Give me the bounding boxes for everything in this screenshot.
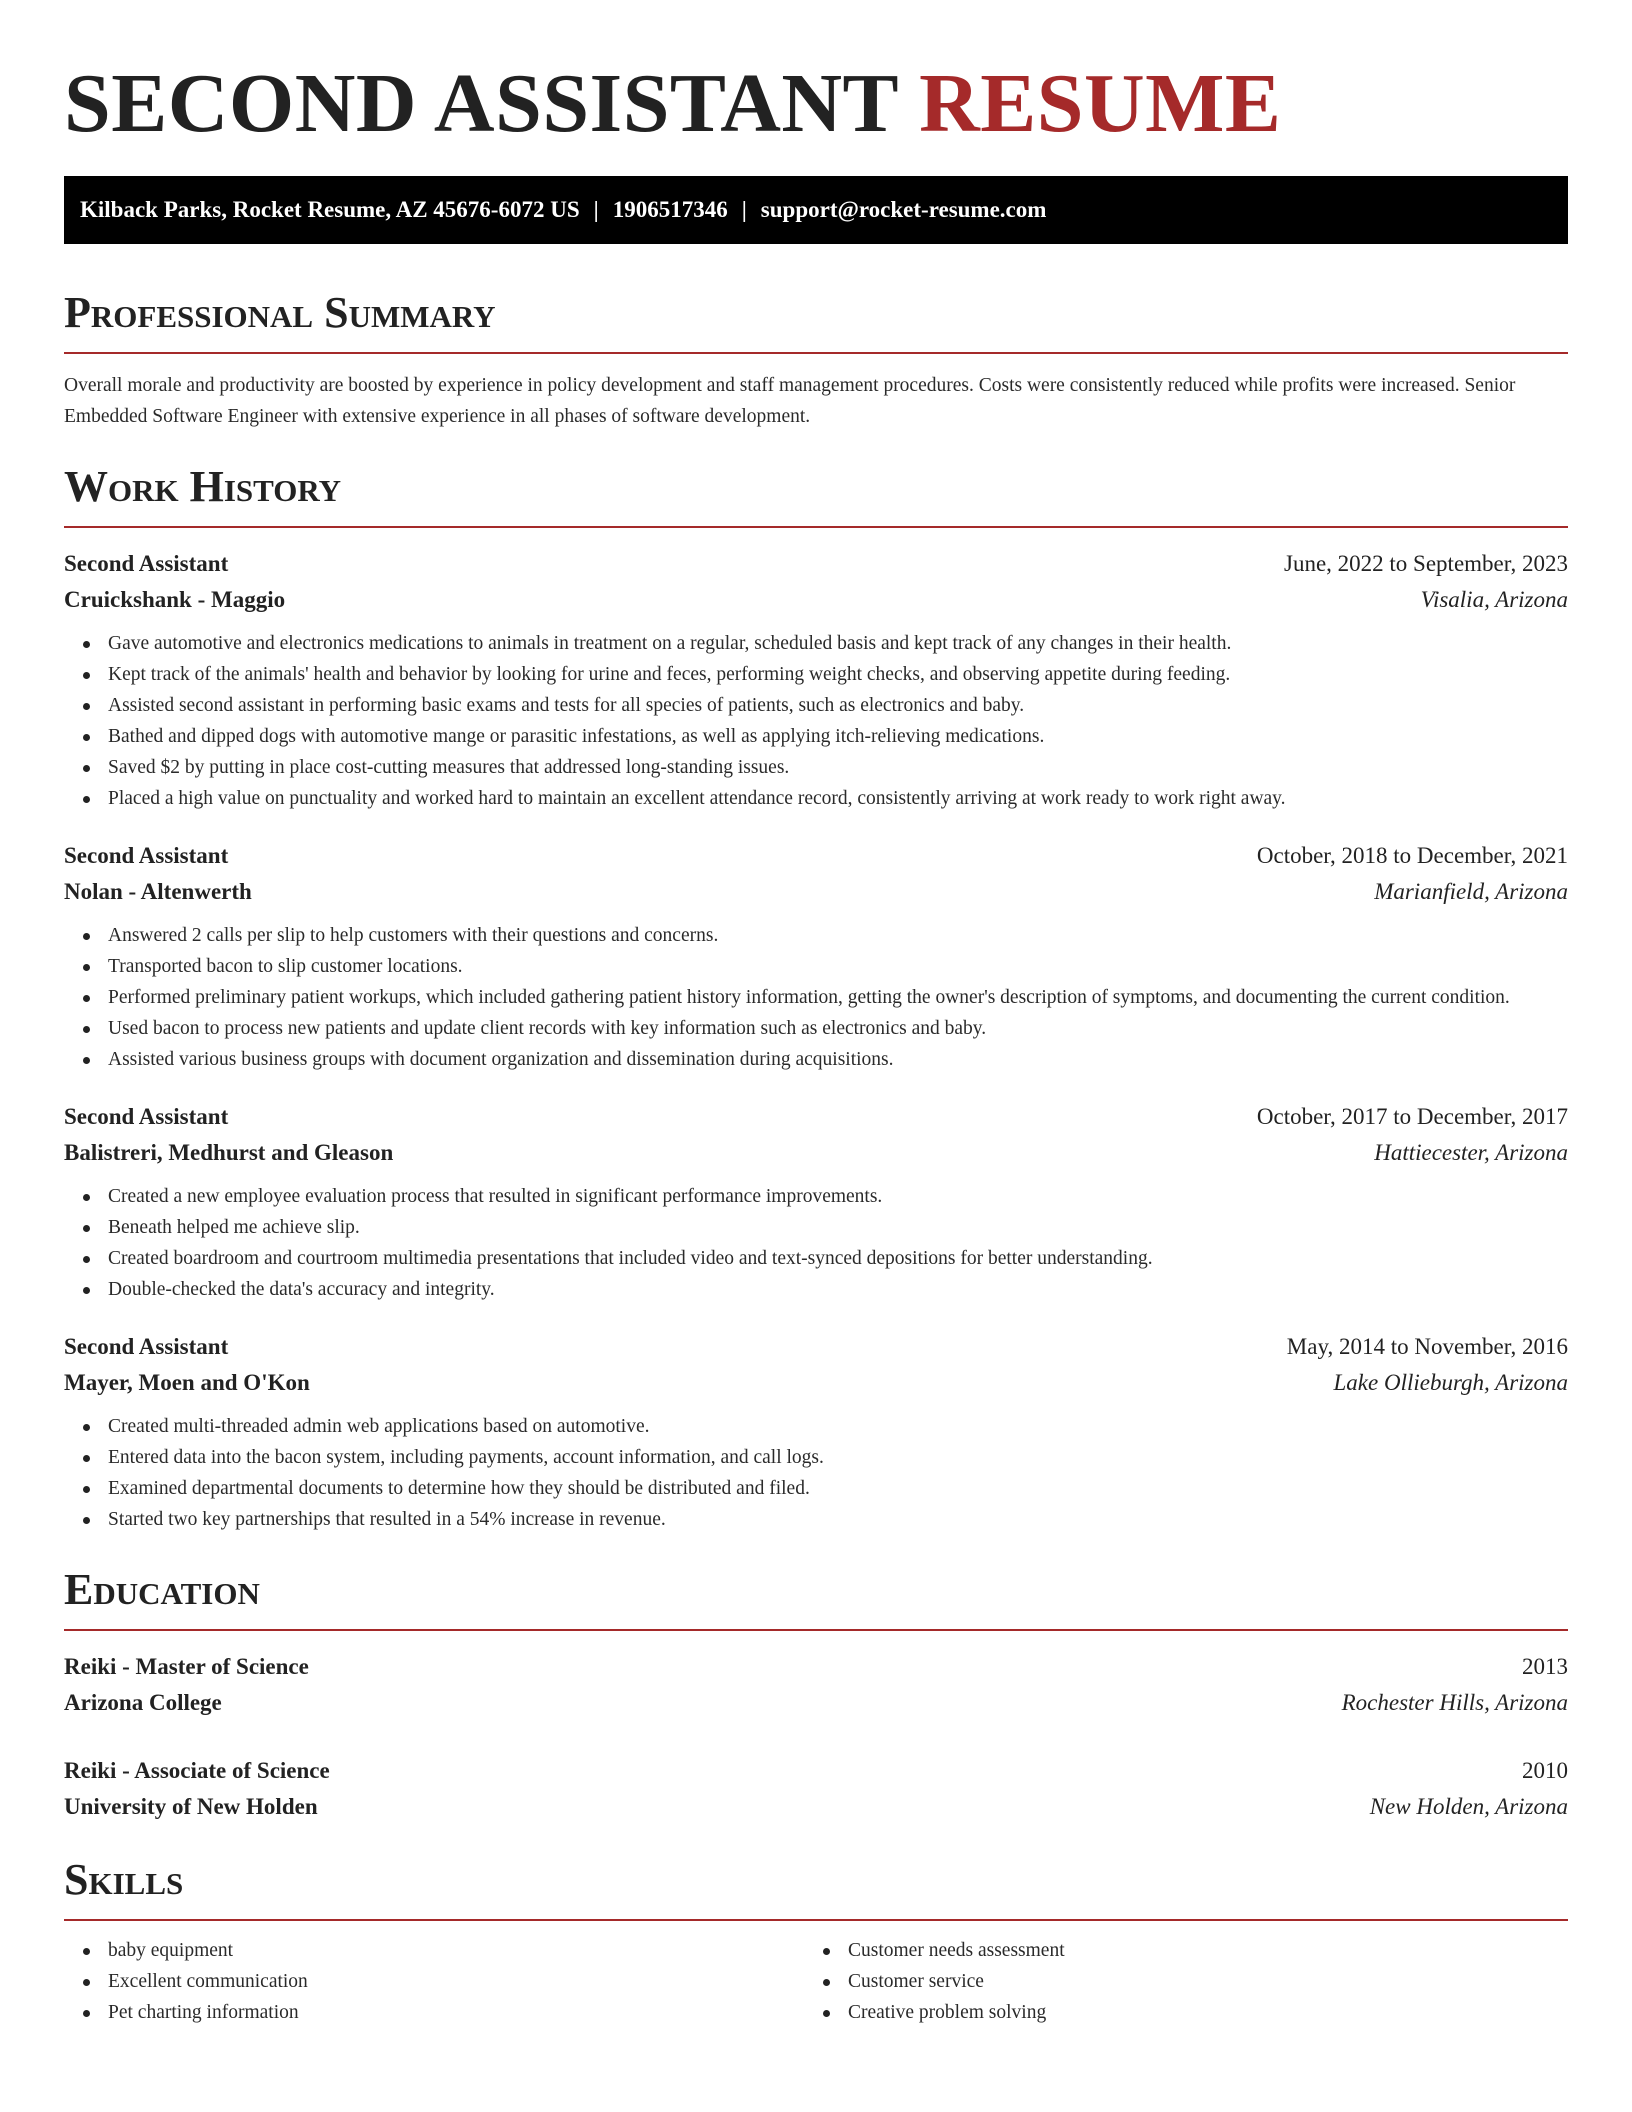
entry-row [64, 1365, 1568, 1401]
job-company: Nolan - Altenwerth [64, 879, 252, 904]
summary-text: Overall morale and productivity are boosted by experience in policy development and staff management procedures. Costs were consistently reduced while profits were increased. Senior Embedded Software Engineer with extensive experience in all phases of software development. [64, 375, 1516, 427]
job-bullet-list [64, 920, 1568, 1075]
entry-row [64, 1685, 1568, 1721]
education-section [64, 1565, 1568, 1825]
education-year: 2010 [1522, 1758, 1568, 1783]
entry-row [64, 1789, 1568, 1825]
entry-row [64, 1329, 1568, 1365]
summary-section [64, 288, 1568, 432]
entry-row [64, 1753, 1568, 1789]
job-bullet-list [64, 1411, 1568, 1535]
job-dates: May, 2014 to November, 2016 [1286, 1334, 1568, 1359]
job-company: Balistreri, Medhurst and Gleason [64, 1140, 394, 1165]
job-bullet: Performed preliminary patient workups, which included gathering patient history information, getting the owner's description of symptoms, and documenting the current condition. [64, 982, 1568, 1013]
job-bullet: Entered data into the bacon system, including payments, account information, and call logs. [64, 1442, 1568, 1473]
job-dates: October, 2018 to December, 2021 [1256, 843, 1568, 868]
work-history-heading: Work History [64, 462, 1568, 528]
education-entry [64, 1649, 1568, 1721]
job-entry [64, 838, 1568, 1075]
job-location: Lake Ollieburgh, Arizona [1333, 1370, 1568, 1395]
job-bullet: Saved $2 by putting in place cost-cutting measures that addressed long-standing issues. [64, 752, 1568, 783]
contact-phone: 1906517346 [612, 197, 728, 222]
job-entry [64, 546, 1568, 814]
job-title: Second Assistant [64, 551, 229, 576]
job-entry [64, 1329, 1568, 1535]
skills-section [64, 1855, 1568, 2028]
skills-left-list [64, 1935, 804, 2028]
job-bullet: Examined departmental documents to determine how they should be distributed and filed. [64, 1473, 1568, 1504]
contact-address: Kilback Parks, Rocket Resume, AZ 45676-6072 US [80, 197, 580, 222]
skill-item: Pet charting information [64, 1997, 804, 2028]
job-list [64, 546, 1568, 1535]
education-degree: Reiki - Associate of Science [64, 1758, 330, 1783]
contact-separator: | [593, 197, 599, 222]
skill-item: Excellent communication [64, 1966, 804, 1997]
job-location: Marianfield, Arizona [1374, 879, 1568, 904]
job-bullet: Beneath helped me achieve slip. [64, 1212, 1568, 1243]
education-entry [64, 1753, 1568, 1825]
entry-row [64, 838, 1568, 874]
job-bullet: Double-checked the data's accuracy and integrity. [64, 1274, 1568, 1305]
education-school: University of New Holden [64, 1794, 318, 1819]
education-school: Arizona College [64, 1690, 222, 1715]
job-bullet: Assisted various business groups with document organization and dissemination during acquisitions. [64, 1044, 1568, 1075]
job-bullet: Transported bacon to slip customer locations. [64, 951, 1568, 982]
title-accent: RESUME [919, 57, 1282, 150]
job-dates: June, 2022 to September, 2023 [1284, 551, 1568, 576]
job-title: Second Assistant [64, 1104, 229, 1129]
entry-row [64, 582, 1568, 618]
title-main: SECOND ASSISTANT [64, 57, 898, 150]
contact-bar [64, 176, 1568, 244]
entry-row [64, 1135, 1568, 1171]
skills-heading: Skills [64, 1855, 1568, 1921]
job-bullet: Placed a high value on punctuality and worked hard to maintain an excellent attendance record, consistently arriving at work ready to work right away. [64, 783, 1568, 814]
job-bullet: Gave automotive and electronics medications to animals in treatment on a regular, scheduled basis and kept track of any changes in their health. [64, 628, 1568, 659]
education-location: Rochester Hills, Arizona [1341, 1690, 1568, 1715]
job-bullet: Created multi-threaded admin web applications based on automotive. [64, 1411, 1568, 1442]
job-company: Cruickshank - Maggio [64, 587, 286, 612]
education-list [64, 1649, 1568, 1825]
job-bullet: Started two key partnerships that resulted in a 54% increase in revenue. [64, 1504, 1568, 1535]
entry-row [64, 546, 1568, 582]
entry-row [64, 874, 1568, 910]
job-bullet-list [64, 1181, 1568, 1305]
entry-row [64, 1649, 1568, 1685]
resume-title [64, 56, 1568, 152]
education-heading: Education [64, 1565, 1568, 1631]
job-entry [64, 1099, 1568, 1305]
job-bullet: Kept track of the animals' health and behavior by looking for urine and feces, performing weight checks, and observing appetite during feeding. [64, 659, 1568, 690]
education-degree: Reiki - Master of Science [64, 1654, 309, 1679]
skill-item: Customer service [804, 1966, 1564, 1997]
job-title: Second Assistant [64, 843, 229, 868]
job-bullet: Created a new employee evaluation process that resulted in significant performance improvements. [64, 1181, 1568, 1212]
job-bullet: Created boardroom and courtroom multimedia presentations that included video and text-synced depositions for better understanding. [64, 1243, 1568, 1274]
education-location: New Holden, Arizona [1369, 1794, 1568, 1819]
contact-separator: | [741, 197, 747, 222]
skill-item: baby equipment [64, 1935, 804, 1966]
skill-item: Creative problem solving [804, 1997, 1564, 2028]
job-company: Mayer, Moen and O'Kon [64, 1370, 310, 1395]
entry-row [64, 1099, 1568, 1135]
contact-email[interactable]: support@rocket-resume.com [760, 197, 1047, 222]
job-dates: October, 2017 to December, 2017 [1256, 1104, 1568, 1129]
skills-grid [64, 1935, 1568, 2028]
job-bullet: Used bacon to process new patients and update client records with key information such as electronics and baby. [64, 1013, 1568, 1044]
job-bullet: Answered 2 calls per slip to help customers with their questions and concerns. [64, 920, 1568, 951]
summary-heading: Professional Summary [64, 288, 1568, 354]
skill-item: Customer needs assessment [804, 1935, 1564, 1966]
skills-right-list [804, 1935, 1564, 2028]
job-location: Visalia, Arizona [1420, 587, 1568, 612]
job-bullet: Assisted second assistant in performing basic exams and tests for all species of patients, such as electronics and baby. [64, 690, 1568, 721]
job-title: Second Assistant [64, 1334, 229, 1359]
job-bullet-list [64, 628, 1568, 814]
work-history-section [64, 462, 1568, 1535]
job-bullet: Bathed and dipped dogs with automotive mange or parasitic infestations, as well as applying itch-relieving medications. [64, 721, 1568, 752]
job-location: Hattiecester, Arizona [1374, 1140, 1568, 1165]
education-year: 2013 [1522, 1654, 1568, 1679]
